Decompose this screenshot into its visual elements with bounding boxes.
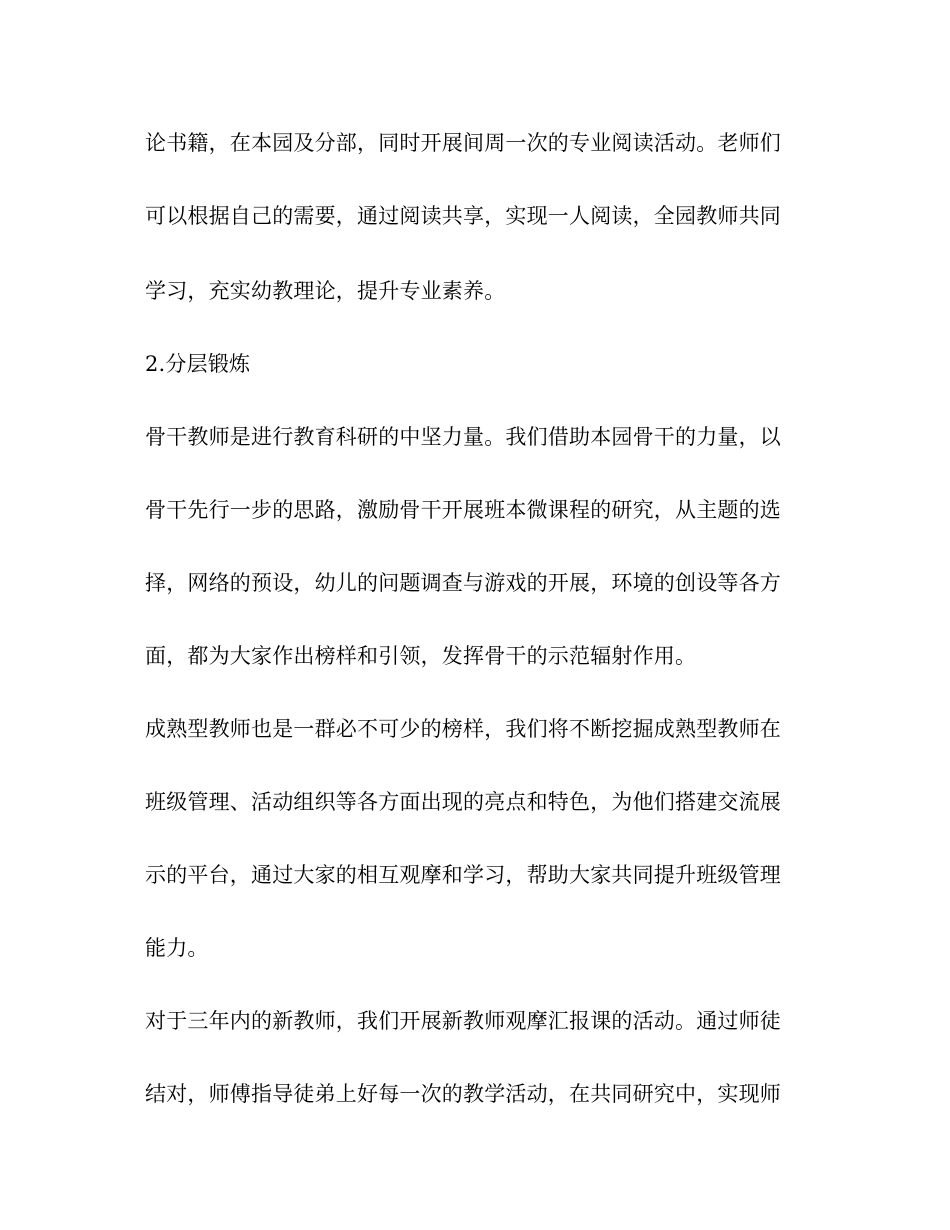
text-line: 骨干教师是进行教育科研的中坚力量。我们借助本园骨干的力量，以 <box>145 425 781 449</box>
text-line: 择，网络的预设，幼儿的问题调查与游戏的开展，环境的创设等各方 <box>145 571 781 595</box>
text-line: 能力。 <box>145 936 209 960</box>
text-line: 成熟型教师也是一群必不可少的榜样，我们将不断挖掘成熟型教师在 <box>145 717 781 741</box>
text-line: 论书籍，在本园及分部，同时开展间周一次的专业阅读活动。老师们 <box>145 131 781 155</box>
text-line: 学习，充实幼教理论，提升专业素养。 <box>145 279 506 303</box>
text-line: 对于三年内的新教师，我们开展新教师观摩汇报课的活动。通过师徒 <box>145 1009 781 1033</box>
text-line: 结对，师傅指导徒弟上好每一次的教学活动，在共同研究中，实现师 <box>145 1082 781 1106</box>
text-line: 骨干先行一步的思路，激励骨干开展班本微课程的研究，从主题的选 <box>145 498 781 522</box>
text-line: 班级管理、活动组织等各方面出现的亮点和特色，为他们搭建交流展 <box>145 790 781 814</box>
text-line: 示的平台，通过大家的相互观摩和学习，帮助大家共同提升班级管理 <box>145 863 781 887</box>
text-line: 面，都为大家作出榜样和引领，发挥骨干的示范辐射作用。 <box>145 644 697 668</box>
text-line: 可以根据自己的需要，通过阅读共享，实现一人阅读，全园教师共同 <box>145 204 781 228</box>
section-heading: 2.分层锻炼 <box>145 352 251 376</box>
